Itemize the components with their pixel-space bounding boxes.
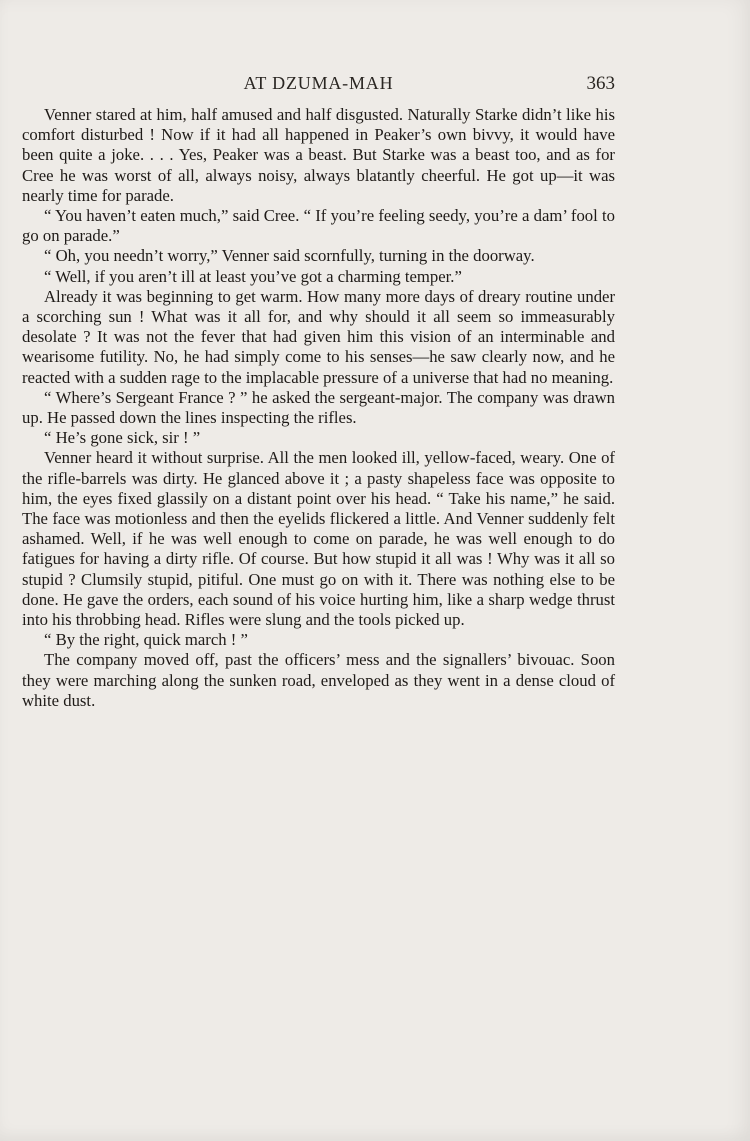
paragraph: Venner stared at him, half amused and half disgusted. Naturally Starke didn’t like his comfort disturbed ! Now if it had all happened in Peaker’s own bivvy, it would have been quite a joke. . . . Yes, Peaker was a beast. But Starke was a beast too, and as for Cree he was worst of all, always noisy, always blatantly cheerful. He got up—it was nearly time for parade. [22, 105, 615, 205]
running-title: AT DZUMA-MAH [243, 73, 394, 93]
body-text [22, 105, 615, 711]
paragraph: “ Well, if you aren’t ill at least you’ve got a charming temper.” [44, 266, 462, 286]
paragraph: Venner heard it without surprise. All the men looked ill, yellow-faced, weary. One of the rifle-barrels was dirty. He glanced above it ; a pasty shapeless face was opposite to him, the eyes fixed glassily on a distant point over his head. “ Take his name,” he said. The face was motionless and then the eyelids flickered a little. And Venner suddenly felt ashamed. Well, if he was well enough to come on parade, he was well enough to do fatigues for having a dirty rifle. Of course. But how stupid it all was ! Why was it all so stupid ? Clumsily stupid, pitiful. One must go on with it. There was nothing else to be done. He gave the orders, each sound of his voice hurting him, like a sharp wedge thrust into his throbbing head. Rifles were slung and the tools picked up. [22, 448, 615, 630]
paragraph: “ Oh, you needn’t worry,” Venner said scornfully, turning in the doorway. [44, 246, 535, 266]
paragraph: “ You haven’t eaten much,” said Cree. “ If you’re feeling seedy, you’re a dam’ fool to go on parade.” [22, 206, 615, 246]
paragraph: “ By the right, quick march ! ” [44, 630, 248, 650]
paragraph: “ He’s gone sick, sir ! ” [44, 428, 201, 448]
page-number: 363 [586, 73, 615, 94]
paragraph: The company moved off, past the officers’ mess and the signallers’ bivouac. Soon they were marching along the sunken road, enveloped as they went in a dense cloud of white dust. [22, 650, 615, 710]
paragraph: “ Where’s Sergeant France ? ” he asked the sergeant-major. The company was drawn up. He passed down the lines inspecting the rifles. [22, 387, 615, 428]
running-head [22, 73, 615, 105]
paragraph: Already it was beginning to get warm. How many more days of dreary routine under a scorching sun ! What was it all for, and why should it all seem so immeasurably desolate ? It was not the fever that had given him this vision of an interminable and wearisome futility. No, he had simply come to his senses—he saw clearly now, and he reacted with a sudden rage to the implacable pressure of a universe that had no meaning. [22, 286, 615, 387]
